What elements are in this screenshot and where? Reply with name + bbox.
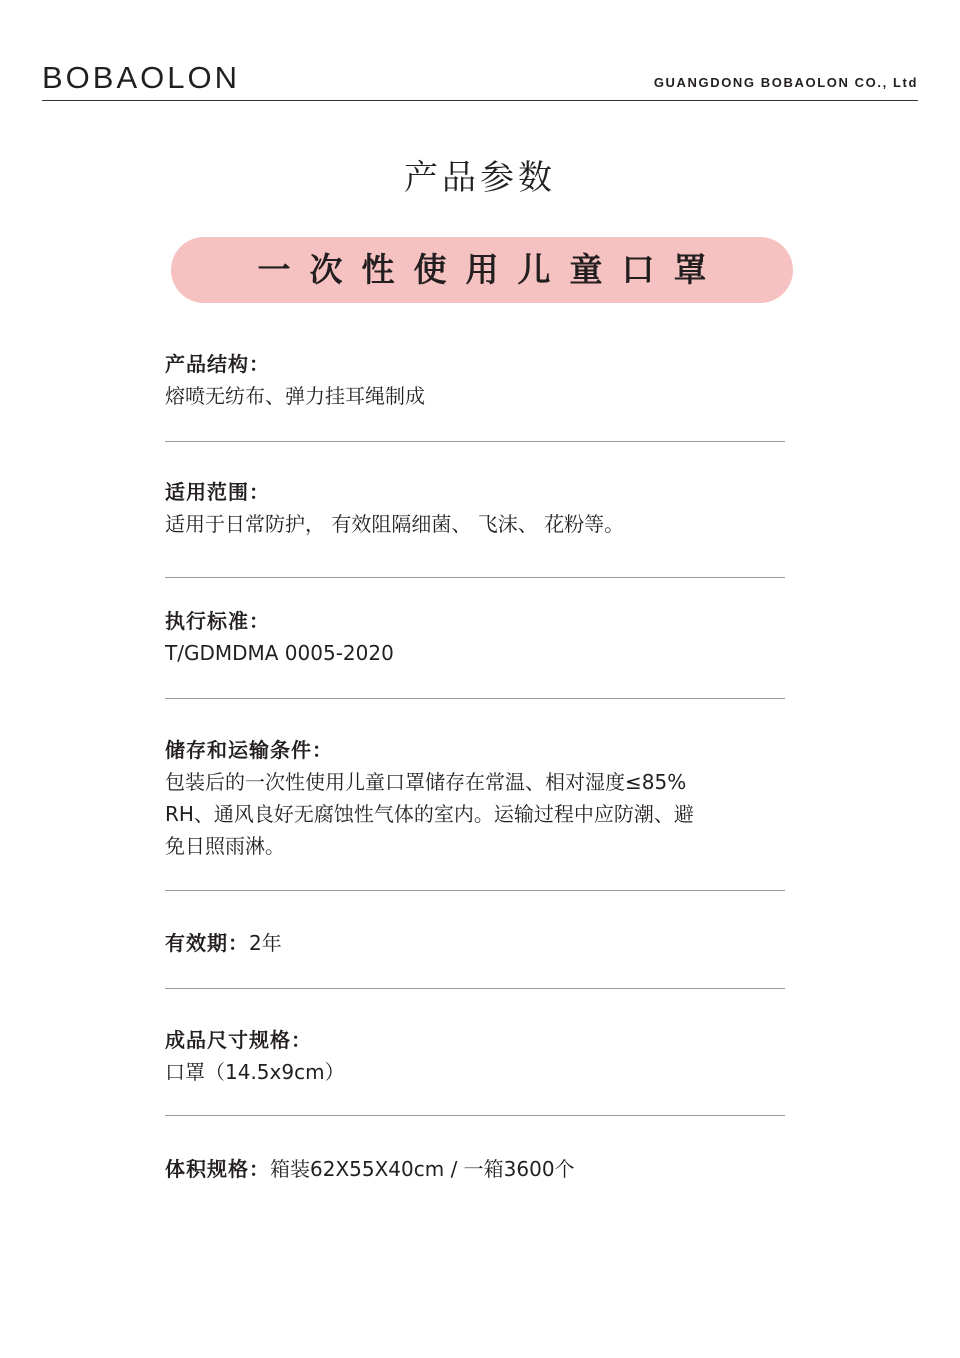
standard-label: 执行标准：: [165, 609, 270, 633]
company-name: GUANGDONG BOBAOLON CO., Ltd: [653, 75, 918, 90]
section-size: [165, 1024, 805, 1088]
validity-value: 2年: [249, 931, 282, 955]
storage-line-2: RH、通风良好无腐蚀性气体的室内。运输过程中应防潮、避: [165, 802, 694, 826]
section-scope: [165, 476, 805, 540]
product-name-banner: [171, 237, 793, 303]
section-standard: [165, 605, 805, 669]
structure-value: 熔喷无纺布、弹力挂耳绳制成: [165, 384, 425, 408]
size-label: 成品尺寸规格：: [165, 1028, 312, 1052]
page-title: 产品参数: [404, 158, 556, 198]
divider: [165, 890, 785, 891]
storage-label: 储存和运输条件：: [165, 738, 333, 762]
volume-value: 箱装62X55X40cm / 一箱3600个: [270, 1157, 575, 1181]
product-name: 一次性使用儿童口罩: [257, 250, 726, 289]
divider: [165, 988, 785, 989]
brand-logo: BOBAOLON: [42, 60, 240, 95]
structure-label: 产品结构：: [165, 352, 270, 376]
page-header: [42, 58, 918, 101]
size-value: 口罩（14.5x9cm）: [165, 1060, 345, 1084]
section-validity: [165, 927, 805, 959]
storage-line-1: 包装后的一次性使用儿童口罩储存在常温、相对湿度≤85%: [165, 770, 687, 794]
divider: [165, 698, 785, 699]
storage-line-3: 免日照雨淋。: [165, 834, 285, 858]
section-volume: [165, 1153, 805, 1185]
standard-value: T/GDMDMA 0005-2020: [165, 641, 394, 665]
validity-label: 有效期：: [165, 931, 249, 955]
section-storage: [165, 734, 805, 862]
scope-value: 适用于日常防护， 有效阻隔细菌、 飞沫、 花粉等。: [165, 512, 625, 536]
divider: [165, 441, 785, 442]
scope-label: 适用范围：: [165, 480, 270, 504]
divider: [165, 577, 785, 578]
volume-label: 体积规格：: [165, 1157, 270, 1181]
divider: [165, 1115, 785, 1116]
section-structure: [165, 348, 805, 412]
